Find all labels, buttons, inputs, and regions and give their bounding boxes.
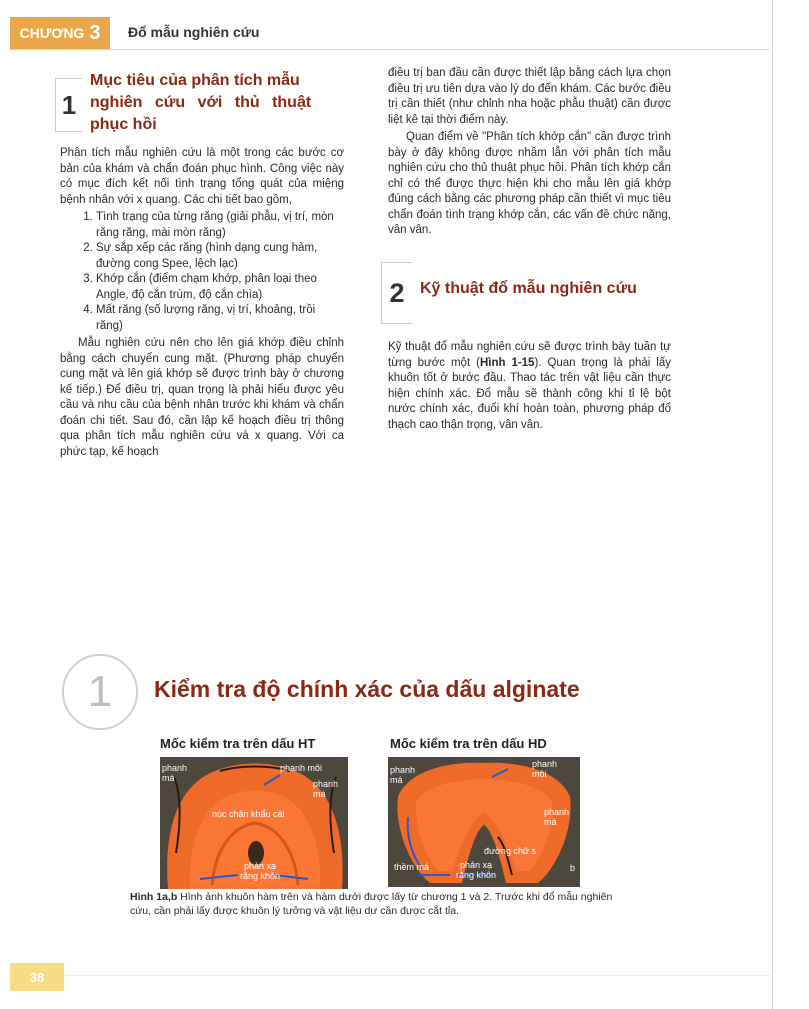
list-item: 2. Sự sắp xếp các răng (hình dạng cung hàm, đường cong Spee, lệch lạc) (96, 241, 344, 272)
chapter-number: 3 (89, 21, 101, 44)
figure-marker-b: b (570, 863, 576, 873)
section-1-title-line-1: Mục tiêu của phân tích mẫu (90, 72, 300, 89)
label-phanh-moi: phanh môi (532, 759, 558, 779)
detail-list (60, 210, 344, 334)
label-phanh-ma-right: phanh má (313, 779, 339, 799)
label-phanh-ma-left: phanh má (390, 765, 416, 785)
step-1-number: 1 (87, 667, 113, 716)
section-2-body (388, 340, 671, 433)
section-1-title (90, 70, 352, 136)
section-2-title: Kỹ thuật đổ mẫu nghiên cứu (420, 280, 637, 297)
step-1-circle (62, 654, 138, 730)
left-paragraph-2: Mẫu nghiên cứu nên cho lên giá khớp điều chỉnh bằng cách chuyển cung mặt. (Phương pháp chuyển cung mặt và lên giá khớp sẽ được trình bày ở chương kế tiếp.) Để điều trị, quan trọng là phải hiểu được yêu cầu và nhu cầu của bệnh nhân trước khi khám và chẩn đoán chi tiết. Sau đó, cần lập kế hoạch điều trị thông qua phân tích mẫu nghiên cứu và x quang. Với ca phức tạp, kế hoạch (60, 337, 344, 458)
right-paragraph-2: Quan điểm về "Phân tích khớp cắn" cần được trình bày ở đây không được nhầm lẫn với phân tích mẫu nghiên cứu cho thủ thuật phục hồi. Phân tích khớp cắn chỉ có thể được thực hiện khi cho mẫu lên giá khớp đúng cách bằng các phương pháp cần thiết vì mục tiêu chẩn đoán tình trạng khớp cắn, các vấn đề chức năng, vân vân. (388, 131, 671, 236)
figure-left-heading: Mốc kiểm tra trên dấu HT (160, 736, 316, 751)
list-item: 1. Tình trạng của từng răng (giải phẫu, vị trí, mòn răng răng, mài mòn răng) (96, 210, 344, 241)
label-phan-xa-rang-khon: phản xạ răng khôn (240, 861, 281, 881)
left-column (60, 146, 344, 460)
section-1-title-line-3: phục hồi (90, 116, 157, 133)
caption-text: Hình ảnh khuôn hàm trên và hàm dưới được lấy từ chương 1 và 2. Trước khi đổ mẫu nghiên cứu, cần phải lấy được khuôn lý tưởng và vật liệu dư cần được cắt tỉa. (130, 891, 613, 917)
label-phanh-moi: phanh môi (280, 763, 323, 773)
label-phanh-ma-left: phanh má (162, 763, 188, 783)
chapter-tab (10, 17, 110, 49)
section-1-title-line-2: nghiên cứu với thủ thuật (90, 94, 312, 111)
figure-caption (130, 890, 620, 918)
lower-impression-photo (388, 757, 580, 887)
section-2-paragraph: Kỹ thuật đổ mẫu nghiên cứu sẽ được trình bày tuần tự từng bước một (Hình 1-15). Quan trọng là phải lấy khuôn tốt ở bước đầu. Thao tác trên vật liệu cần thực hiện chính xác. Đổ mẫu sẽ thành công khi tỉ lệ bột nước chính xác, đuổi khí hoàn toàn, phương pháp đổ thạch cao thận trọng, vân vân. (388, 341, 671, 431)
page-number: 38 (29, 969, 45, 985)
caption-label: Hình 1a,b (130, 891, 178, 903)
header-divider (10, 49, 770, 50)
section-2-number: 2 (389, 277, 405, 308)
chapter-label: CHƯƠNG (19, 25, 85, 41)
label-duong-chu-s: đường chữ s (484, 846, 536, 856)
intro-paragraph: Phân tích mẫu nghiên cứu là một trong các bước cơ bản của khám và chẩn đoán phục hình. Công việc này có mục đích kết nối tình trạng tổng quát của miệng bệnh nhân với x quang. Các chi tiết bao gồm, (60, 147, 344, 206)
page-number-tab (10, 963, 64, 991)
list-item: 4. Mất răng (số lượng răng, vị trí, khoảng, trồi răng) (96, 303, 344, 334)
label-phanh-ma-right: phanh má (544, 807, 570, 827)
footer-divider (64, 975, 770, 976)
label-phan-xa-rang-khon: phản xạ răng khôn (456, 860, 497, 880)
label-nut-chan-khau-cai: núc chân khẩu cái (212, 809, 285, 819)
right-paragraph-1: điều trị ban đầu cần được thiết lập bằng cách lựa chọn điều trị ưu tiên dựa vào lý do đến khám. Các bước điều trị cần thiết (như chỉnh nha hoặc phẫu thuật) cần được liệt kê tại thời điểm này. (388, 67, 671, 126)
step-1-title: Kiểm tra độ chính xác của dấu alginate (154, 676, 580, 702)
figure-right-heading: Mốc kiểm tra trên dấu HD (390, 736, 547, 751)
chapter-title: Đổ mẫu nghiên cứu (128, 24, 260, 40)
list-item: 3. Khớp cắn (điểm chạm khớp, phân loại theo Angle, độ cắn trùm, độ cắn chìa) (96, 272, 344, 303)
section-1-number: 1 (61, 89, 77, 120)
section-1-number-box (55, 78, 82, 132)
page-edge-divider (772, 0, 773, 1009)
label-them-ma: thềm má (394, 862, 430, 872)
right-column (388, 66, 671, 239)
figure-reference: Hình 1-15 (479, 356, 535, 369)
section-2-number-box (381, 262, 412, 324)
upper-impression-photo (160, 757, 348, 889)
